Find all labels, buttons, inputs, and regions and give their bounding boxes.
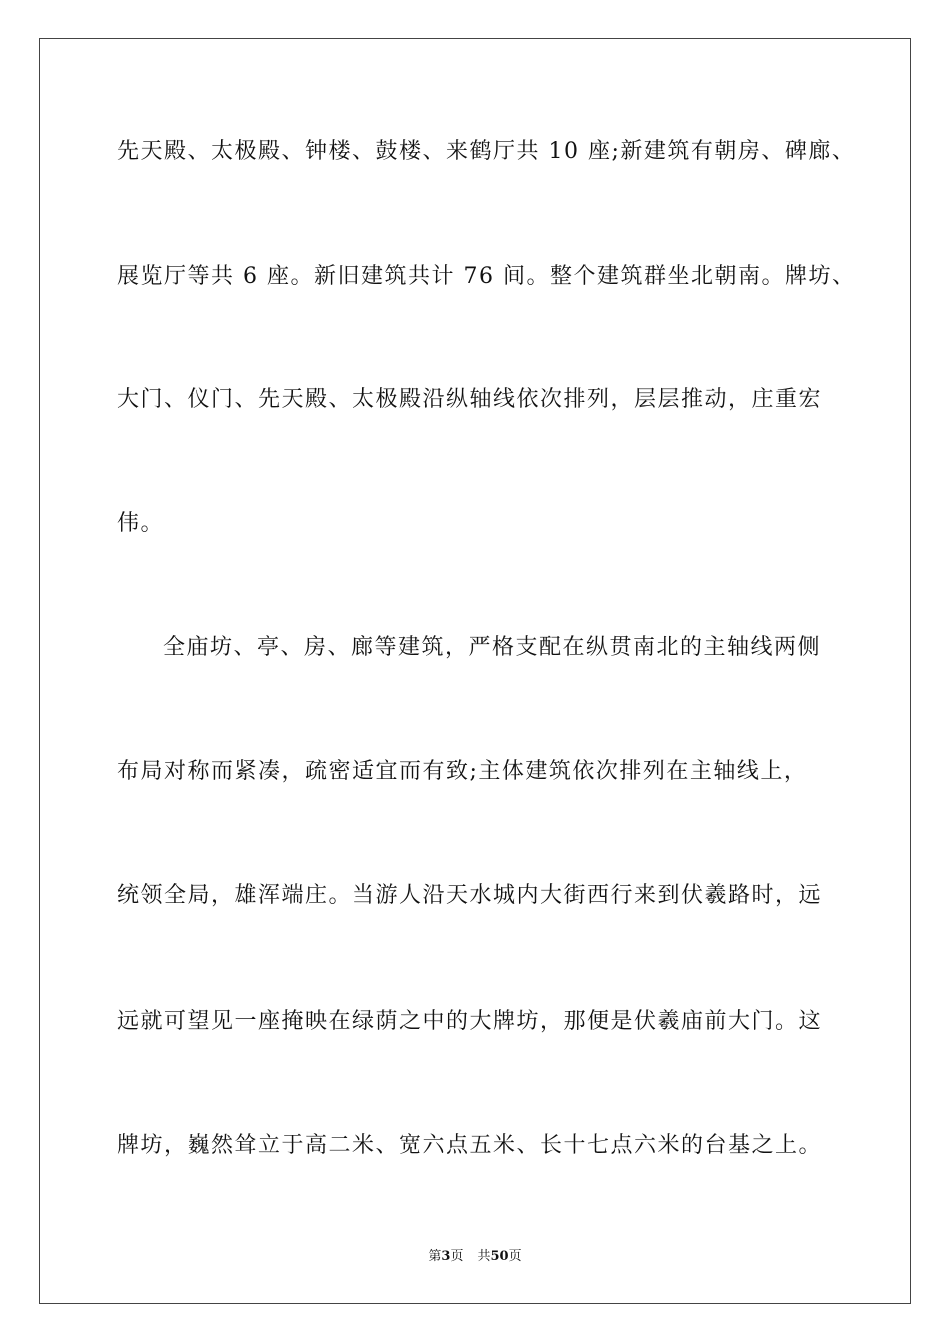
page-prefix: 第 [428, 1249, 442, 1264]
page-footer [0, 1248, 950, 1266]
total-suffix: 页 [508, 1249, 522, 1264]
text-line-6: 布局对称而紧凑，疏密适宜而有致;主体建筑依次排列在主轴线上， [117, 759, 808, 784]
total-prefix: 共 [477, 1249, 491, 1264]
page-border [39, 38, 911, 1304]
text-line-9: 牌坊，巍然耸立于高二米、宽六点五米、长十七点六米的台基之上。 [117, 1133, 823, 1158]
page-number: 3 [441, 1249, 451, 1264]
text-line-2: 展览厅等共 6 座。新旧建筑共计 76 间。整个建筑群坐北朝南。牌坊、 [117, 264, 856, 289]
text-line-1: 先天殿、太极殿、钟楼、鼓楼、来鹤厅共 10 座;新建筑有朝房、碑廊、 [117, 139, 856, 164]
text-line-4: 伟。 [117, 511, 165, 536]
text-line-8: 远就可望见一座掩映在绿荫之中的大牌坊，那便是伏羲庙前大门。这 [117, 1009, 823, 1034]
text-line-7: 统领全局，雄浑端庄。当游人沿天水城内大街西行来到伏羲路时，远 [117, 883, 823, 908]
paragraph-start-line: 全庙坊、亭、房、廊等建筑，严格支配在纵贯南北的主轴线两侧 [163, 635, 822, 660]
total-pages: 50 [490, 1249, 509, 1264]
page-suffix: 页 [450, 1249, 464, 1264]
text-line-3: 大门、仪门、先天殿、太极殿沿纵轴线依次排列，层层推动，庄重宏 [117, 387, 823, 412]
